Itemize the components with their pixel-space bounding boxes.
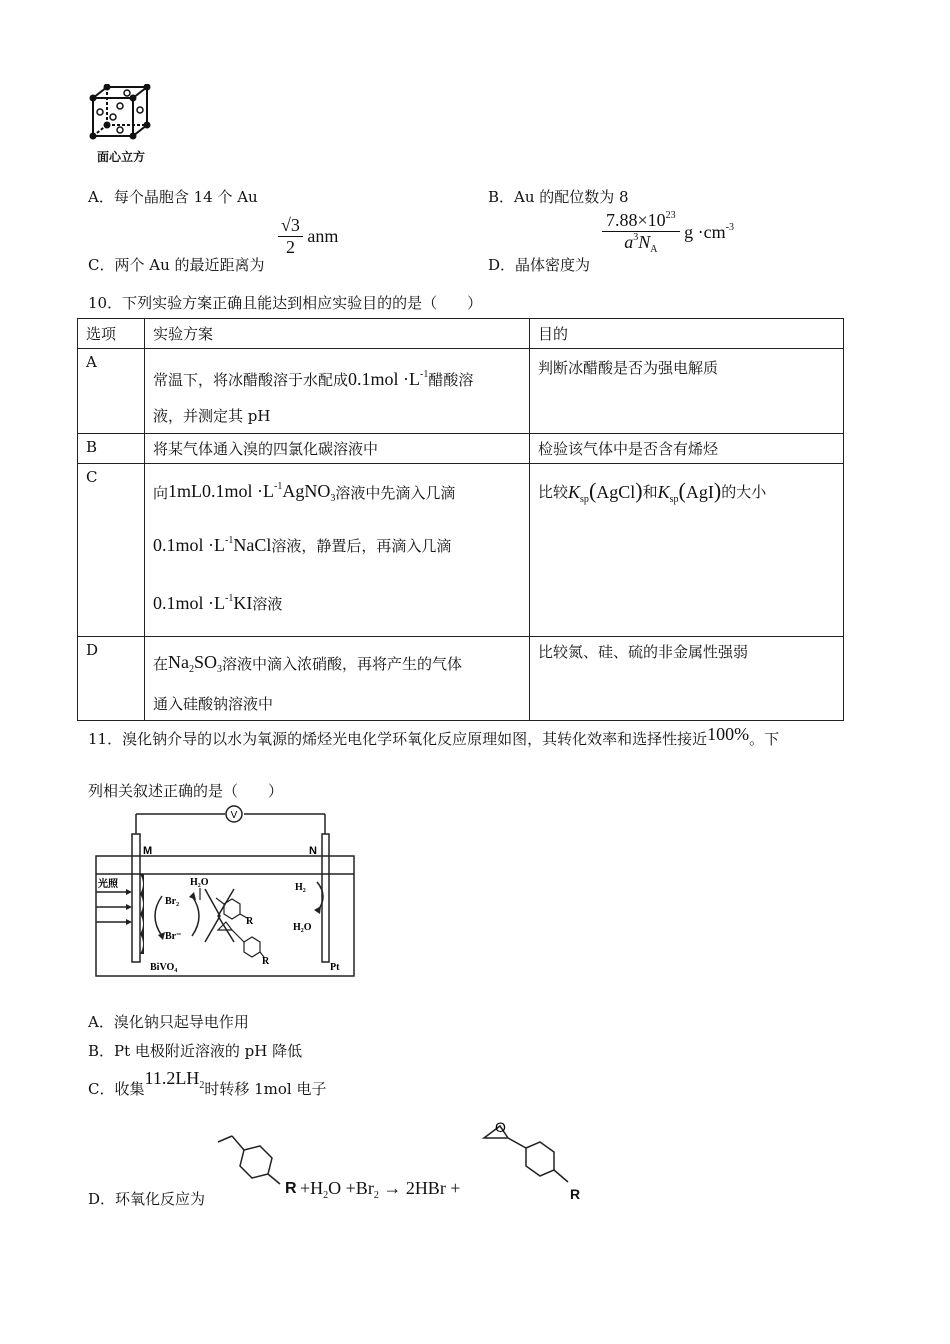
d-den-sub: A — [650, 244, 658, 255]
electrochem-diagram — [92, 804, 357, 980]
row-goal: 判断冰醋酸是否为强电解质 — [530, 349, 844, 434]
c-denominator: 2 — [285, 237, 295, 257]
row-plan — [145, 464, 530, 637]
br-minus-label: Br⁻ — [165, 931, 182, 942]
formula: KI — [233, 592, 253, 613]
k: K — [657, 481, 670, 502]
q11-option-a: A．溴化钠只起导电作用 — [88, 1013, 249, 1031]
d-num: 7.88×10 — [606, 210, 666, 230]
row-plan: 将某气体通入溴的四氯化碳溶液中 — [145, 434, 530, 464]
goal-text: 比较 — [538, 482, 569, 501]
r-label-top: R — [246, 916, 254, 927]
voltmeter-label: V — [230, 810, 238, 821]
plan-formula — [348, 369, 428, 390]
row-option: B — [78, 434, 145, 464]
conc: 1mL0.1mol ·L — [168, 480, 275, 501]
crystal-label: 面心立方 — [97, 150, 146, 164]
exp: -1 — [274, 480, 283, 492]
sub: sp — [580, 493, 589, 505]
bivo4-label: BiVO₄ — [150, 962, 178, 973]
plan-text: 醋酸溶 — [428, 370, 474, 389]
row-plan — [145, 349, 530, 434]
c-text: 时转移 1mol 电子 — [204, 1080, 327, 1098]
conc: 0.1mol ·L — [153, 592, 225, 613]
table-row — [78, 349, 844, 434]
row-goal: 检验该气体中是否含有烯烃 — [530, 434, 844, 464]
eq-part: O +Br — [328, 1178, 374, 1198]
q11-option-c — [88, 1068, 326, 1099]
table-row — [78, 464, 844, 637]
plan-text: 溶液中滴入浓硝酸，再将产生的气体 — [222, 654, 463, 673]
light-label: 光照 — [98, 879, 118, 890]
d-den-exp: 3 — [633, 232, 639, 243]
formula: Na — [168, 651, 190, 672]
plan-text: 在 — [153, 654, 169, 673]
table-header: 目的 — [530, 319, 844, 349]
q9-option-a: A．每个晶胞含 14 个 Au — [88, 188, 258, 206]
q9-option-d-label: D．晶体密度为 — [488, 256, 591, 274]
sub: 2 — [189, 663, 195, 675]
conc: 0.1mol ·L — [348, 368, 421, 389]
d-unit-exp: -3 — [725, 222, 734, 233]
table-header: 实验方案 — [145, 319, 530, 349]
plan-text: 溶液中先滴入几滴 — [335, 483, 456, 502]
pt-label: Pt — [330, 962, 340, 973]
plan-text: 溶液，静置后，再滴入几滴 — [271, 536, 452, 555]
sub: 2 — [199, 1080, 205, 1091]
row-option: C — [78, 464, 145, 637]
volume: 11.2LH — [144, 1068, 200, 1088]
table-row — [78, 637, 844, 721]
sub: 3 — [330, 492, 336, 504]
br2-label: Br₂ — [165, 896, 180, 907]
r-label-bottom: R — [262, 956, 270, 967]
k: K — [568, 481, 581, 502]
plan-text: 常温下，将冰醋酸溶于水配成 — [153, 370, 349, 389]
row-goal: 比较 $K_{sp}(AgCl)$ 和 $K_{sp}(AgI)$ 的大小 — [530, 464, 844, 637]
h2o-right-label: H₂O — [293, 922, 312, 933]
d-unit: g ·cm — [684, 222, 726, 242]
sub: sp — [669, 493, 679, 505]
d-num-exp: 23 — [665, 210, 676, 221]
c-numerator: √3 — [278, 215, 303, 237]
goal-text: 的大小 — [721, 482, 767, 501]
d-den-n: N — [638, 232, 651, 252]
table-row — [78, 434, 844, 464]
q11-option-b: B．Pt 电极附近溶液的 pH 降低 — [88, 1042, 303, 1060]
r-group-1: R — [285, 1180, 297, 1197]
experiment-table — [77, 318, 844, 721]
sub: 3 — [217, 663, 223, 675]
q10-stem: 10．下列实验方案正确且能达到相应实验目的的是（ ） — [88, 294, 483, 312]
eq-part: → 2HBr + — [383, 1178, 461, 1198]
fcc-unit-cell-image — [88, 84, 158, 144]
q9-option-b: B．Au 的配位数为 8 — [488, 188, 629, 206]
d-den-a: a — [624, 232, 634, 252]
plan-text: 液，并测定其 pH — [153, 407, 271, 425]
r-group-2: R — [570, 1186, 581, 1202]
table-header: 选项 — [78, 319, 145, 349]
salt: AgCl — [596, 481, 636, 502]
d-equation — [300, 1178, 460, 1201]
formula: AgNO — [282, 480, 331, 501]
formula: SO — [194, 651, 218, 672]
row-goal: 比较氮、硅、硫的非金属性强弱 — [530, 637, 844, 721]
row-option: D — [78, 637, 145, 721]
salt: AgI — [685, 481, 714, 502]
q11-stem-line1 — [88, 724, 779, 749]
exp: -1 — [225, 534, 234, 546]
q11-option-d-label: D．环氧化反应为 — [88, 1190, 206, 1208]
sub: 2 — [373, 1190, 379, 1201]
q9-option-c-label: C．两个 Au 的最近距离为 — [88, 256, 265, 274]
q9-option-d-fraction — [602, 210, 734, 255]
goal-text: 和 — [642, 482, 658, 501]
plan-text: 向 — [153, 483, 169, 502]
plan-text: 溶液 — [252, 594, 283, 613]
q11-stem-line2: 列相关叙述正确的是（ ） — [88, 782, 284, 800]
oxygen-label: O — [495, 1120, 506, 1135]
conc: 0.1mol ·L — [153, 534, 225, 555]
sub: 2 — [323, 1190, 329, 1201]
formula: NaCl — [233, 534, 272, 555]
c-text: C．收集 — [88, 1080, 145, 1098]
exp: -1 — [420, 368, 429, 380]
electrode-n-label: N — [309, 845, 317, 857]
percent: 100% — [707, 724, 750, 744]
stem-text: 11．溴化钠介导的以水为氧源的烯烃光电化学环氧化反应原理如图，其转化效率和选择性接近 — [88, 730, 708, 748]
row-option: A — [78, 349, 145, 434]
plan-text: 通入硅酸钠溶液中 — [153, 695, 274, 713]
c-tail: anm — [307, 226, 339, 246]
h2-label: H₂ — [295, 882, 306, 893]
stem-text: 。下 — [749, 730, 780, 748]
q9-option-c-fraction — [278, 215, 338, 258]
h2o-label: H₂O — [190, 877, 209, 888]
eq-part: +H — [300, 1178, 324, 1198]
exp: -1 — [225, 592, 234, 604]
electrode-m-label: M — [143, 845, 153, 857]
row-plan — [145, 637, 530, 721]
